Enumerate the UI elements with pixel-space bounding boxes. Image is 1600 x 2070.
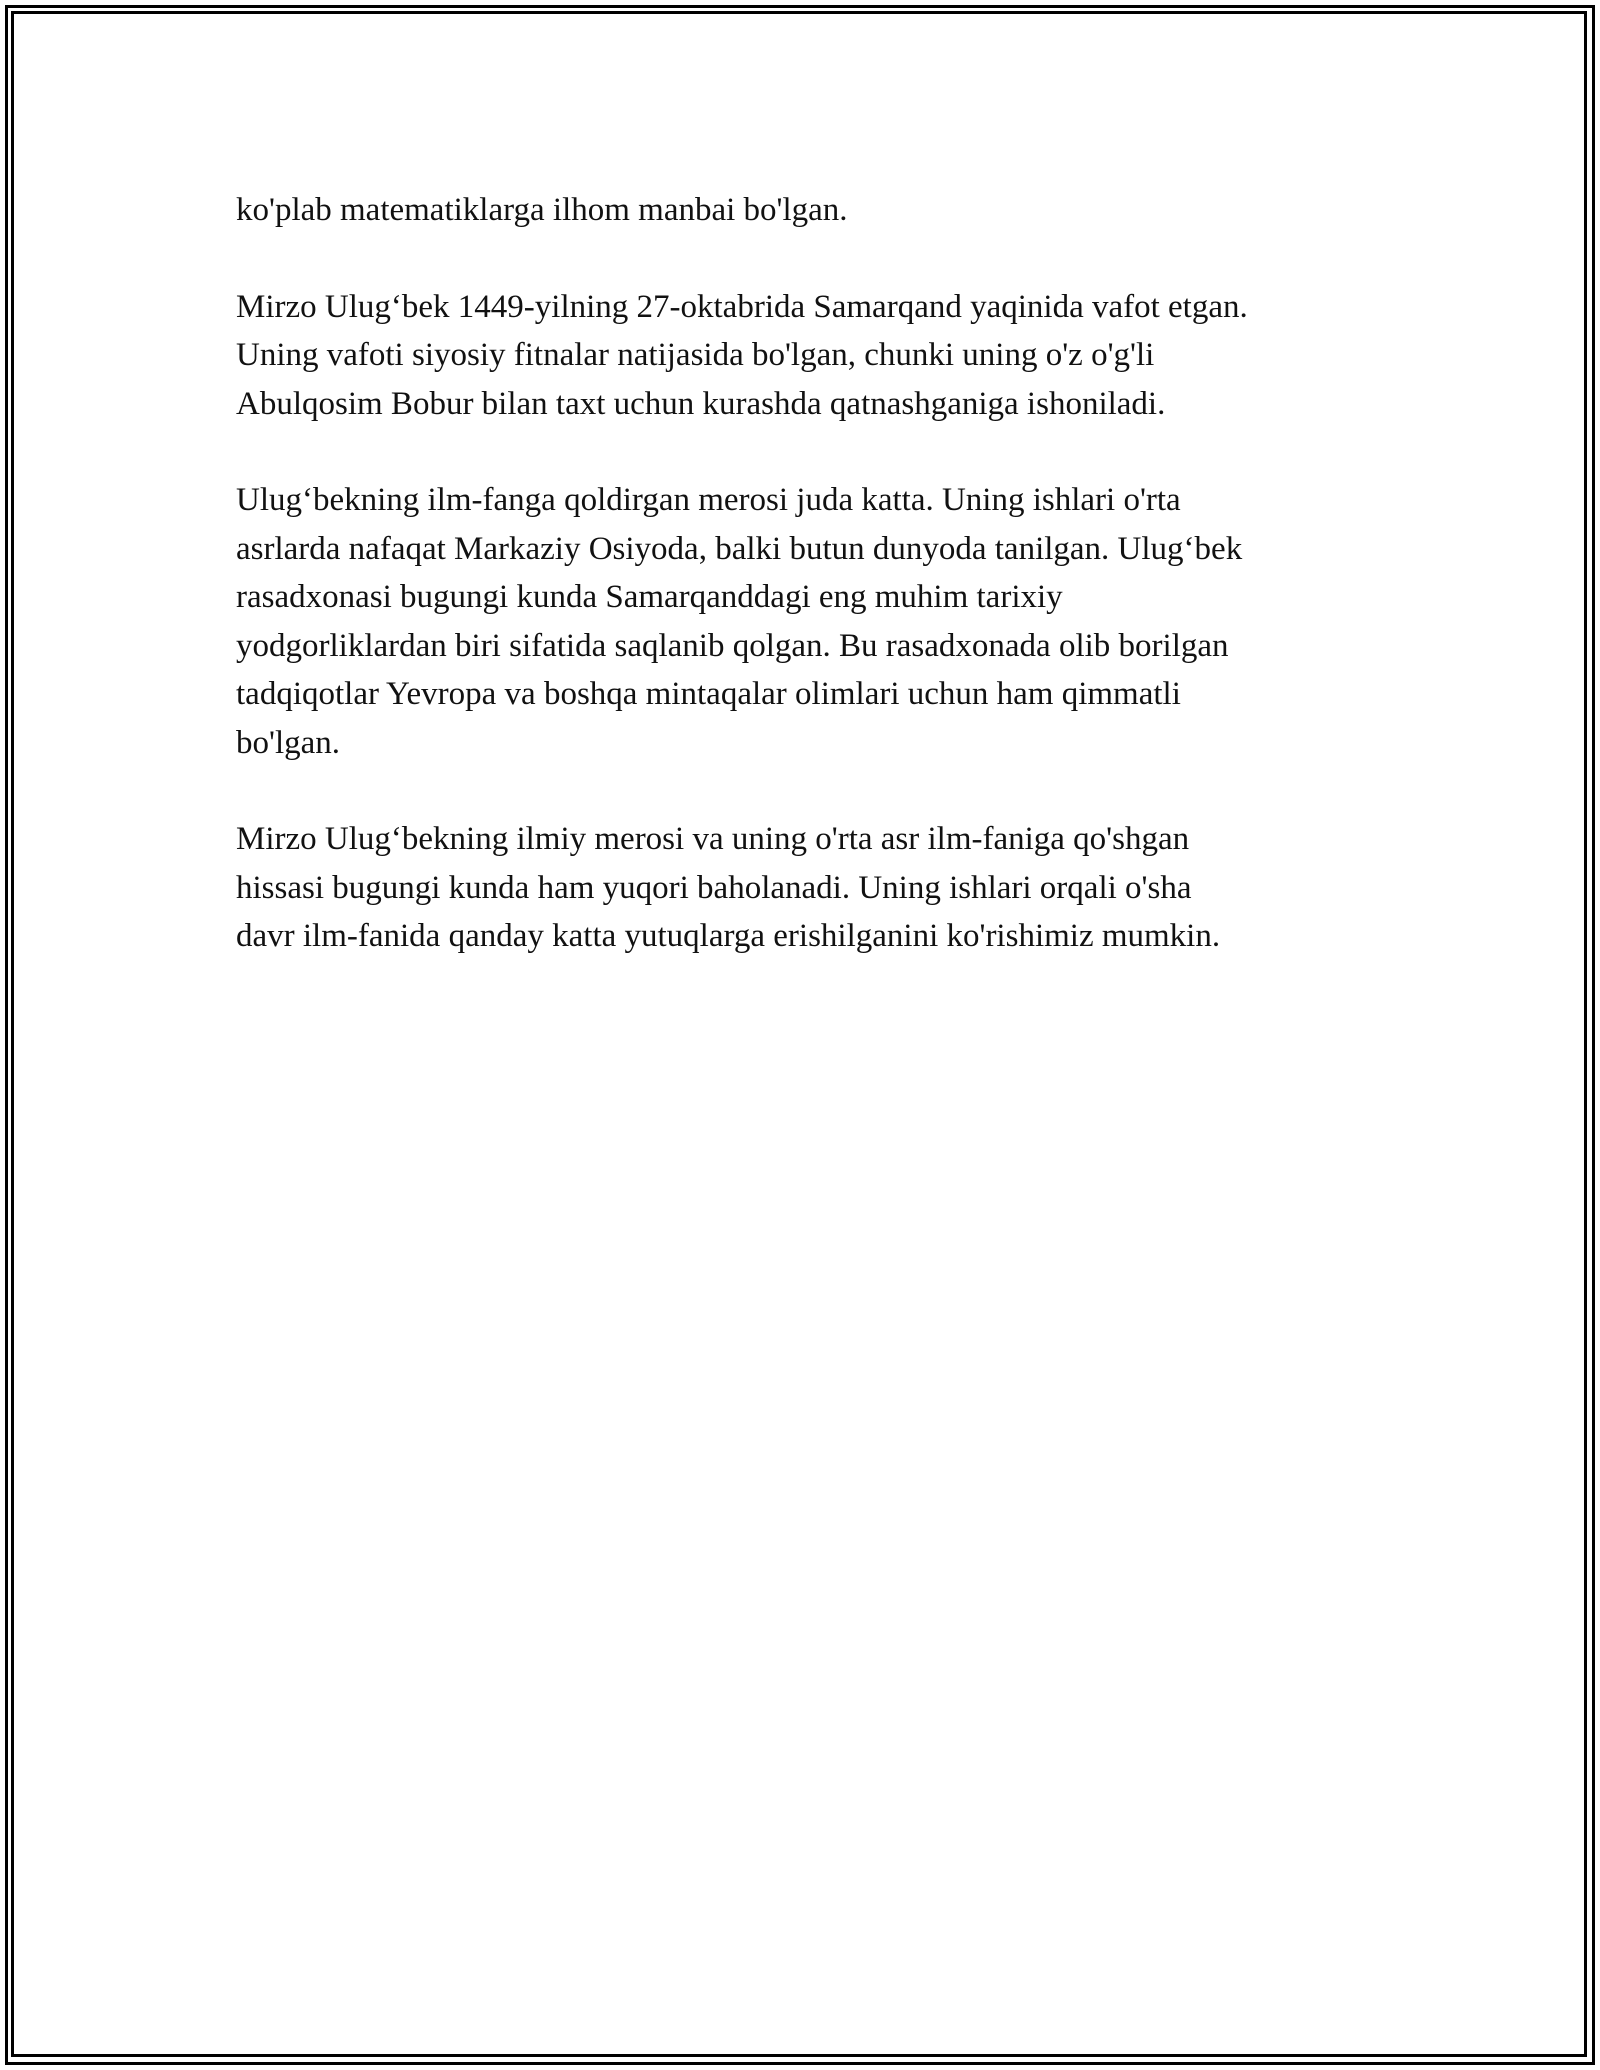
text-line: ko'plab matematiklarga ilhom manbai bo'lgan. bbox=[236, 192, 848, 228]
text-line: asrlarda nafaqat Markaziy Osiyoda, balki butun dunyoda tanilgan. Ulug‘bek bbox=[236, 530, 1243, 567]
document-body bbox=[236, 186, 1376, 1009]
paragraph-3 bbox=[236, 476, 1376, 767]
text-line: Ulug‘bekning ilm-fanga qoldirgan merosi juda katta. Uning ishlari o'rta bbox=[236, 482, 1181, 518]
text-line: Abulqosim Bobur bilan taxt uchun kurashda qatnashganiga ishoniladi. bbox=[236, 385, 1166, 422]
paragraph-4 bbox=[236, 815, 1376, 961]
paragraph-1 bbox=[236, 186, 1376, 235]
paragraph-2 bbox=[236, 283, 1376, 429]
text-line: tadqiqotlar Yevropa va boshqa mintaqalar olimlari uchun ham qimmatli bbox=[236, 676, 1181, 712]
text-line: davr ilm-fanida qanday katta yutuqlarga erishilganini ko'rishimiz mumkin. bbox=[236, 918, 1221, 954]
text-line: Uning vafoti siyosiy fitnalar natijasida bo'lgan, chunki uning o'z o'g'li bbox=[236, 337, 1155, 373]
text-line: Mirzo Ulug‘bekning ilmiy merosi va uning o'rta asr ilm-faniga qo'shgan bbox=[236, 821, 1190, 857]
text-line: rasadxonasi bugungi kunda Samarqanddagi eng muhim tarixiy bbox=[236, 579, 1063, 615]
text-line: Mirzo Ulug‘bek 1449-yilning 27-oktabrida Samarqand yaqinida vafot etgan. bbox=[236, 288, 1248, 325]
text-line: hissasi bugungi kunda ham yuqori baholanadi. Uning ishlari orqali o'sha bbox=[236, 869, 1192, 906]
text-line: bo'lgan. bbox=[236, 724, 341, 761]
text-line: yodgorliklardan biri sifatida saqlanib qolgan. Bu rasadxonada olib borilgan bbox=[236, 627, 1229, 664]
